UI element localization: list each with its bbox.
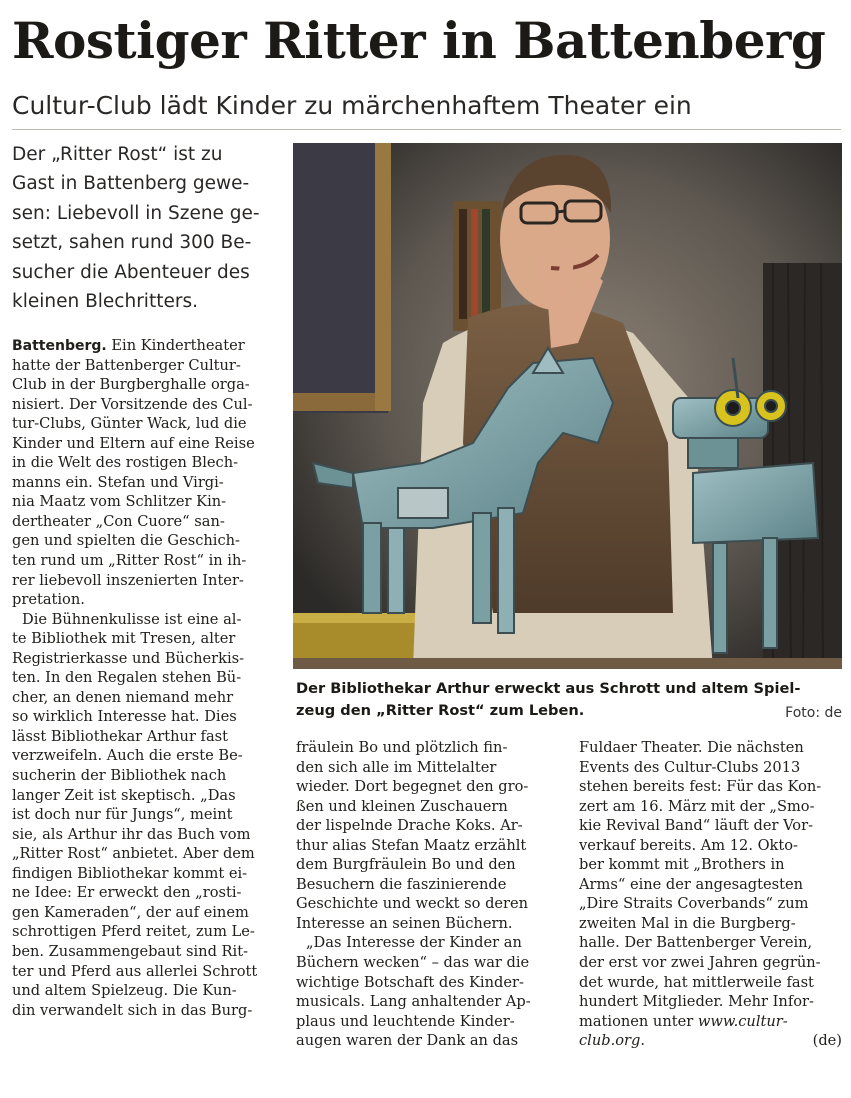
body-line: in die Welt des rostigen Blech- (12, 454, 239, 472)
body-line: te Bibliothek mit Tresen, alter (12, 630, 236, 648)
body-line: dertheater „Con Cuore“ san- (12, 512, 225, 530)
dateline: Battenberg. (12, 338, 107, 354)
lead-line: sen: Liebevoll in Szene ge- (12, 202, 260, 224)
body-line: ßen und kleinen Zuschauern (296, 797, 508, 815)
caption-line: zeug den „Ritter Rost“ zum Leben. (296, 702, 585, 719)
body-line: ne Idee: Er erweckt den „rosti- (12, 884, 242, 902)
body-line: der erst vor zwei Jahren gegrün- (579, 954, 821, 972)
body-line: tur-Clubs, Günter Wack, lud die (12, 415, 247, 433)
body-line: manns ein. Stefan und Virgi- (12, 473, 224, 491)
body-line: stehen bereits fest: Für das Kon- (579, 778, 822, 796)
lead-line: sucher die Abenteuer des (12, 261, 250, 283)
body-line: „Das Interesse der Kinder an (306, 934, 522, 952)
body-line: musicals. Lang anhaltender Ap- (296, 993, 531, 1011)
body-line: „Ritter Rost“ anbietet. Aber dem (12, 845, 255, 863)
author-tag: (de) (812, 1032, 842, 1050)
body-line: zweiten Mal in die Burgberg- (579, 914, 796, 932)
divider (12, 129, 841, 130)
body-line: augen waren der Dank an das (296, 1032, 519, 1050)
body-line: dem Burgfräulein Bo und den (296, 856, 516, 874)
body-line: gen Kameraden“, der auf einem (12, 903, 249, 921)
body-line: verkauf bereits. Am 12. Okto- (579, 836, 798, 854)
lead-line: Gast in Battenberg gewe- (12, 173, 250, 195)
stage-photo-illustration (293, 143, 842, 669)
body-line: det wurde, hat mittlerweile fast (579, 973, 814, 991)
body-line: „Dire Straits Coverbands“ zum (579, 895, 809, 913)
body-line: verzweifeln. Auch die erste Be- (12, 747, 243, 765)
body-line: Club in der Burgberghalle orga- (12, 376, 250, 394)
body-line: ben. Zusammengebaut sind Rit- (12, 942, 249, 960)
body-line: Büchern wecken“ – das war die (296, 954, 530, 972)
body-line: cher, an denen niemand mehr (12, 688, 234, 706)
body-line: sie, als Arthur ihr das Buch vom (12, 825, 251, 843)
body-line: hundert Mitglieder. Mehr Infor- (579, 993, 814, 1011)
photo-credit: Foto: de (785, 705, 842, 721)
body-line: ber kommt mit „Brothers in (579, 856, 785, 874)
body-text: Ein Kindertheater (106, 337, 245, 354)
article-column-3 (579, 738, 842, 1051)
body-line: pretation. (12, 591, 85, 609)
body-line: nia Maatz vom Schlitzer Kin- (12, 493, 227, 511)
body-line: langer Zeit ist skeptisch. „Das (12, 786, 236, 804)
body-line: Events des Cultur-Clubs 2013 (579, 758, 801, 776)
body-line: Registrierkasse und Bücherkis- (12, 649, 245, 667)
body-line: sucherin der Bibliothek nach (12, 767, 227, 785)
body-line: schrottigen Pferd reitet, zum Le- (12, 923, 255, 941)
subheadline: Cultur-Club lädt Kinder zu märchenhaftem Theater ein (12, 91, 692, 120)
body-line: den sich alle im Mittelalter (296, 758, 497, 776)
body-line: ter und Pferd aus allerlei Schrott (12, 962, 258, 980)
body-line: din verwandelt sich in das Burg- (12, 1001, 253, 1019)
body-line: Fuldaer Theater. Die nächsten (579, 739, 804, 756)
body-line: ten. In den Regalen stehen Bü- (12, 669, 242, 687)
website-url[interactable]: club.org (579, 1032, 641, 1050)
lead-line: Der „Ritter Rost“ ist zu (12, 144, 223, 165)
body-line: wichtige Botschaft des Kinder- (296, 973, 524, 991)
headline: Rostiger Ritter in Battenberg (12, 11, 826, 70)
body-line: Arms“ eine der angesagtesten (579, 875, 804, 893)
body-line: hatte der Battenberger Cultur- (12, 356, 241, 374)
body-text: . (640, 1032, 645, 1050)
body-line: so wirklich Interesse hat. Dies (12, 708, 237, 726)
body-line: Die Bühnenkulisse ist eine al- (22, 610, 242, 628)
body-text: mationen unter (579, 1012, 694, 1030)
body-line: ten rund um „Ritter Rost“ in ih- (12, 552, 247, 570)
article-column-2 (296, 738, 558, 1051)
body-line (12, 336, 278, 356)
body-line: fräulein Bo und plötzlich fin- (296, 739, 508, 756)
body-line: kie Revival Band“ läuft der Vor- (579, 817, 813, 835)
body-line: Kinder und Eltern auf eine Reise (12, 434, 255, 452)
body-line: nisiert. Der Vorsitzende des Cul- (12, 395, 253, 413)
body-line: Interesse an seinen Büchern. (296, 914, 513, 932)
body-line: wieder. Dort begegnet den gro- (296, 778, 529, 796)
article-photo (293, 143, 842, 669)
lead-line: setzt, sahen rund 300 Be- (12, 232, 252, 254)
caption-line: Der Bibliothekar Arthur erweckt aus Schrott und altem Spiel- (296, 680, 801, 697)
body-line: thur alias Stefan Maatz erzählt (296, 836, 527, 854)
lead-paragraph (12, 140, 282, 316)
body-line: zert am 16. März mit der „Smo- (579, 797, 815, 815)
body-line: Geschichte und weckt so deren (296, 895, 529, 913)
body-line: ist doch nur für Jungs“, meint (12, 806, 233, 824)
body-line: und altem Spielzeug. Die Kun- (12, 982, 237, 1000)
article-column-1 (12, 336, 278, 1020)
body-line: gen und spielten die Geschich- (12, 532, 240, 550)
body-line: plaus und leuchtende Kinder- (296, 1012, 515, 1030)
body-line: halle. Der Battenberger Verein, (579, 934, 813, 952)
body-line (579, 1031, 842, 1051)
body-line: lässt Bibliothekar Arthur fast (12, 727, 229, 745)
body-line: der lispelnde Drache Koks. Ar- (296, 817, 523, 835)
website-url[interactable]: www.cultur- (697, 1012, 788, 1030)
body-line: findigen Bibliothekar kommt ei- (12, 864, 248, 882)
body-line: Besuchern die faszinierende (296, 875, 507, 893)
photo-caption (296, 678, 842, 722)
body-line (579, 1012, 842, 1032)
body-line: rer liebevoll inszenierten Inter- (12, 571, 244, 589)
lead-line: kleinen Blechritters. (12, 291, 198, 313)
